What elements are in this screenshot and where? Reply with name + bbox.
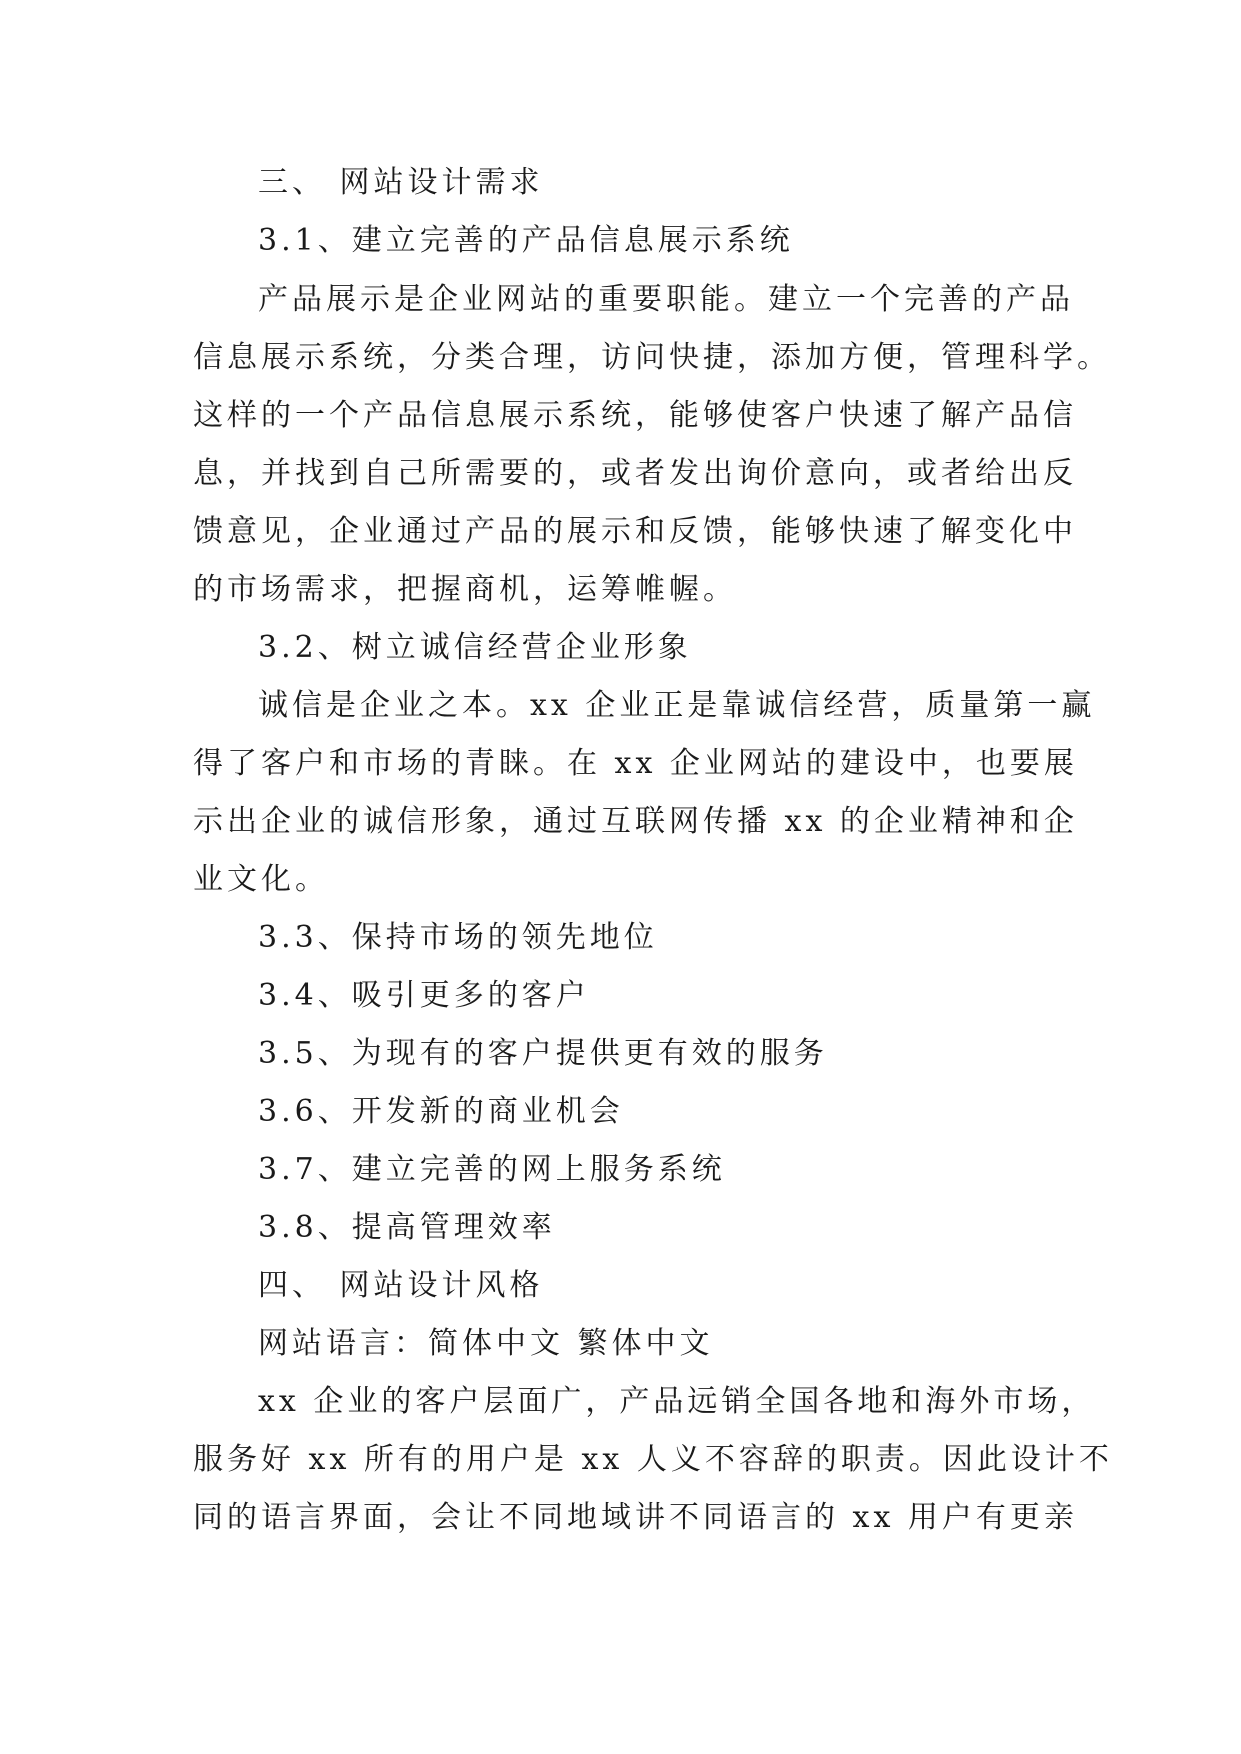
paragraph-line: 息，并找到自己所需要的，或者发出询价意向，或者给出反 [193, 456, 1077, 491]
paragraph-line: 业文化。 [193, 862, 329, 897]
subheading-3-1: 3.1、建立完善的产品信息展示系统 [258, 223, 794, 258]
subheading-3-8: 3.8、提高管理效率 [258, 1210, 556, 1245]
section-heading-4: 四、 网站设计风格 [258, 1268, 544, 1303]
subheading-3-5: 3.5、为现有的客户提供更有效的服务 [258, 1036, 828, 1071]
paragraph-line: 馈意见，企业通过产品的展示和反馈，能够快速了解变化中 [193, 514, 1077, 549]
paragraph-line: 服务好 xx 所有的用户是 xx 人义不容辞的职责。因此设计不 [193, 1442, 1113, 1477]
paragraph-line: 的市场需求，把握商机，运筹帷幄。 [193, 572, 737, 607]
subheading-3-7: 3.7、建立完善的网上服务系统 [258, 1152, 726, 1187]
subheading-3-2: 3.2、树立诚信经营企业形象 [258, 630, 692, 665]
paragraph-line: 示出企业的诚信形象，通过互联网传播 xx 的企业精神和企 [193, 804, 1078, 839]
website-language-line: 网站语言：简体中文 繁体中文 [258, 1326, 714, 1361]
subheading-3-4: 3.4、吸引更多的客户 [258, 978, 590, 1013]
paragraph-line: 这样的一个产品信息展示系统，能够使客户快速了解产品信 [193, 398, 1077, 433]
paragraph-line: 同的语言界面，会让不同地域讲不同语言的 xx 用户有更亲 [193, 1500, 1078, 1535]
paragraph-line: xx 企业的客户层面广，产品远销全国各地和海外市场， [258, 1384, 1096, 1419]
subheading-3-3: 3.3、保持市场的领先地位 [258, 920, 658, 955]
paragraph-line: 诚信是企业之本。xx 企业正是靠诚信经营，质量第一赢 [258, 688, 1096, 723]
paragraph-line: 产品展示是企业网站的重要职能。建立一个完善的产品 [258, 282, 1074, 317]
paragraph-line: 信息展示系统，分类合理，访问快捷，添加方便，管理科学。 [193, 340, 1111, 375]
subheading-3-6: 3.6、开发新的商业机会 [258, 1094, 624, 1129]
section-heading-3: 三、 网站设计需求 [258, 165, 544, 200]
paragraph-line: 得了客户和市场的青睐。在 xx 企业网站的建设中，也要展 [193, 746, 1078, 781]
